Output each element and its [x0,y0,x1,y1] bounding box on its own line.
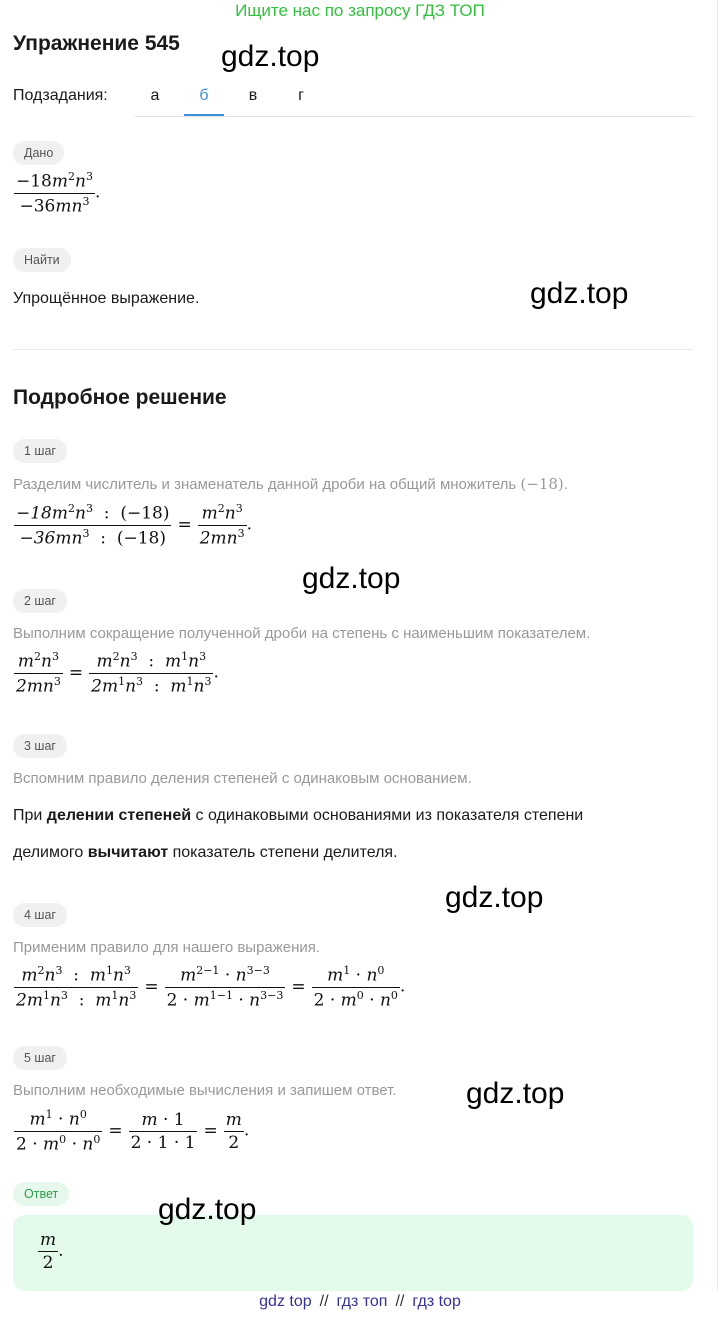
footer-link[interactable]: гдз top [412,1293,461,1310]
solution-title: Подробное решение [13,386,227,409]
watermark: gdz.top [445,881,544,914]
given-expression: $\frac{-18m^2n^3}{-36mn^3}$ . [16,170,101,217]
step-5-chip: 5 шаг [13,1046,67,1070]
answer-formula: $\frac{m}{2}$ . [40,1230,64,1273]
step-5-formula: $\frac{m^1 \cdot n^0}{2 \cdot m^0 \cdot n^0}$ = $\frac{m \cdot 1}{2 \cdot 1 \cdot 1}$ = $\frac{m}{2}$ . [16,1108,250,1155]
watermark: gdz.top [158,1193,257,1226]
step-3-chip: 3 шаг [13,734,67,758]
step-3-note: Вспомним правило деления степеней с одинаковым основанием. [13,770,472,787]
subtask-tabs [135,80,693,117]
page-edge-divider [717,0,718,1290]
find-text: Упрощённое выражение. [13,290,200,307]
search-banner: Ищите нас по запросу ГДЗ ТОП [235,1,485,20]
step-2-note: Выполним сокращение полученной дроби на степень с наименьшим показателем. [13,625,591,642]
watermark: gdz.top [530,277,629,310]
step-4-chip: 4 шаг [13,903,67,927]
watermark: gdz.top [302,562,401,595]
footer-link[interactable]: гдз топ [336,1293,388,1310]
answer-box [13,1215,693,1291]
page-title: Упражнение 545 [13,32,180,55]
footer-links: gdz top // гдз топ // гдз top [259,1293,461,1310]
tab-a[interactable]: а [150,87,160,104]
step-2-chip: 2 шаг [13,589,67,613]
watermark: gdz.top [221,40,320,73]
step-1-formula: $\frac{-18m^2n^3 : (-18)}{-36mn^3 : (-18)}$ = $\frac{m^2n^3}{2mn^3}$ . [16,502,252,549]
watermark: gdz.top [466,1077,565,1110]
rule-line-1: При делении степеней с одинаковыми основаниями из показателя степени [13,807,584,824]
answer-chip: Ответ [13,1182,69,1206]
step-1-chip: 1 шаг [13,439,67,463]
step-1-note: Разделим числитель и знаменатель данной дроби на общий множитель (−18). [13,475,568,493]
step-4-formula: $\frac{m^2n^3 : m^1n^3}{2m^1n^3 : m^1n^3}$ = $\frac{m^{2-1} \cdot n^{3-3}}{2 \cdot m^{1-1} \cdot n^{3-3}}$ = $\frac{m^1 \cdot n^0}{2 \cdot m^0 \cdot n^0}$ . [16,964,406,1011]
given-chip: Дано [13,141,64,165]
footer-link[interactable]: gdz top [259,1293,312,1310]
tab-v[interactable]: в [248,87,258,104]
step-4-note: Применим правило для нашего выражения. [13,939,321,956]
step-2-formula: $\frac{m^2n^3}{2mn^3}$ = $\frac{m^2n^3 : m^1n^3}{2m^1n^3 : m^1n^3}$ . [16,650,219,697]
rule-line-2: делимого вычитают показатель степени делителя. [13,844,398,861]
step-5-note: Выполним необходимые вычисления и запишем ответ. [13,1082,397,1099]
tab-g[interactable]: г [298,87,304,104]
find-chip: Найти [13,248,71,272]
subtasks-label: Подзадания: [13,87,108,104]
tab-b[interactable]: б [184,80,224,116]
section-divider [13,349,693,350]
